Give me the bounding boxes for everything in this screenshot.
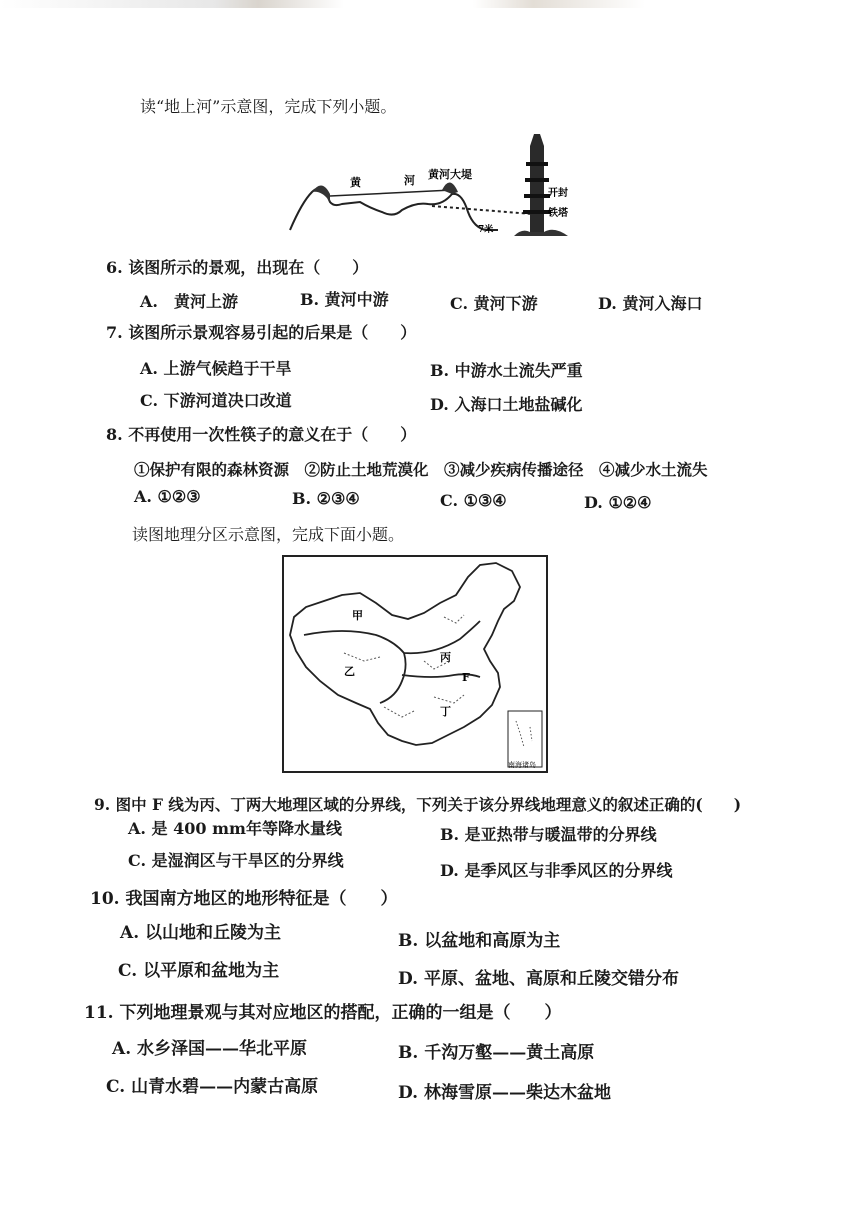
province-lines: [344, 615, 464, 717]
q9-stem: 9. 图中 F 线为丙、丁两大地理区域的分界线，下列关于该分界线地理意义的叙述正确的( ): [94, 795, 742, 814]
q8-option-c: C. ①③④: [440, 491, 507, 510]
ground-profile: [290, 189, 498, 230]
q8-stem: 8. 不再使用一次性筷子的意义在于（ ）: [106, 425, 417, 444]
q11-option-b: B. 千沟万壑——黄土高原: [398, 1043, 595, 1063]
label-river-a: 黄: [350, 176, 361, 189]
label-yi: 乙: [344, 665, 355, 678]
q6-option-b: B. 黄河中游: [300, 290, 389, 309]
right-dike: [442, 182, 458, 194]
q9-option-d: D. 是季风区与非季风区的分界线: [440, 861, 673, 880]
intro-text-1: 读“地上河”示意图，完成下列小题。: [140, 97, 397, 116]
level-line: [432, 206, 532, 214]
intro-text-2: 读图地理分区示意图，完成下面小题。: [132, 525, 405, 544]
q10-option-b: B. 以盆地和高原为主: [398, 931, 561, 951]
q9-option-a: A. 是 400 mm年等降水量线: [128, 819, 342, 838]
inset-box: [508, 711, 542, 767]
label-jia: 甲: [352, 609, 363, 622]
boundary-jia: [304, 621, 480, 653]
china-region-map: [282, 555, 548, 773]
q6-option-d: D. 黄河入海口: [598, 294, 703, 313]
q7-option-a: A. 上游气候趋于干旱: [140, 359, 292, 378]
q10-stem: 10. 我国南方地区的地形特征是（ ）: [90, 889, 398, 909]
label-inset: 南海诸岛: [508, 761, 536, 769]
label-river-b: 河: [404, 174, 415, 187]
boundary-yi: [380, 653, 406, 703]
elevated-river-diagram: [282, 132, 582, 244]
q10-option-d: D. 平原、盆地、高原和丘陵交错分布: [398, 969, 679, 989]
scan-edge: [0, 0, 860, 8]
china-map-svg: [284, 557, 546, 771]
label-city-2: 铁塔: [548, 208, 568, 219]
label-bing: 丙: [440, 651, 451, 664]
q7-stem: 7. 该图所示景观容易引起的后果是（ ）: [106, 323, 417, 342]
label-dike: 黄河大堤: [428, 168, 472, 181]
inset-islands: [516, 721, 532, 747]
q8-option-b: B. ②③④: [292, 489, 360, 508]
q11-option-d: D. 林海雪原——柴达木盆地: [398, 1083, 611, 1103]
label-city-1: 开封: [548, 188, 568, 199]
q11-stem: 11. 下列地理景观与其对应地区的搭配，正确的一组是（ ）: [84, 1003, 562, 1023]
q11-option-a: A. 水乡泽国——华北平原: [112, 1039, 308, 1059]
label-gauge: 7米: [478, 225, 494, 235]
q8-items: ①保护有限的森林资源 ②防止土地荒漠化 ③减少疾病传播途径 ④减少水土流失: [134, 460, 708, 479]
label-f: F: [462, 671, 470, 684]
q8-option-d: D. ①②④: [584, 493, 652, 512]
q11-option-c: C. 山青水碧——内蒙古高原: [106, 1077, 319, 1097]
q6-option-c: C. 黄河下游: [450, 294, 538, 313]
q10-option-a: A. 以山地和丘陵为主: [120, 923, 282, 943]
q10-option-c: C. 以平原和盆地为主: [118, 961, 280, 981]
water-surface: [330, 190, 452, 196]
q7-option-b: B. 中游水土流失严重: [430, 361, 583, 380]
q7-option-d: D. 入海口土地盐碱化: [430, 395, 583, 414]
q9-option-b: B. 是亚热带与暖温带的分界线: [440, 825, 657, 844]
q7-option-c: C. 下游河道决口改道: [140, 391, 292, 410]
q6-option-a: A. 黄河上游: [140, 292, 238, 311]
left-dike: [312, 185, 330, 202]
q9-option-c: C. 是湿润区与干旱区的分界线: [128, 851, 344, 870]
label-ding: 丁: [440, 705, 451, 718]
iron-tower: [514, 134, 568, 236]
q6-stem: 6. 该图所示的景观，出现在（ ）: [106, 258, 369, 277]
q8-option-a: A. ①②③: [134, 487, 201, 506]
